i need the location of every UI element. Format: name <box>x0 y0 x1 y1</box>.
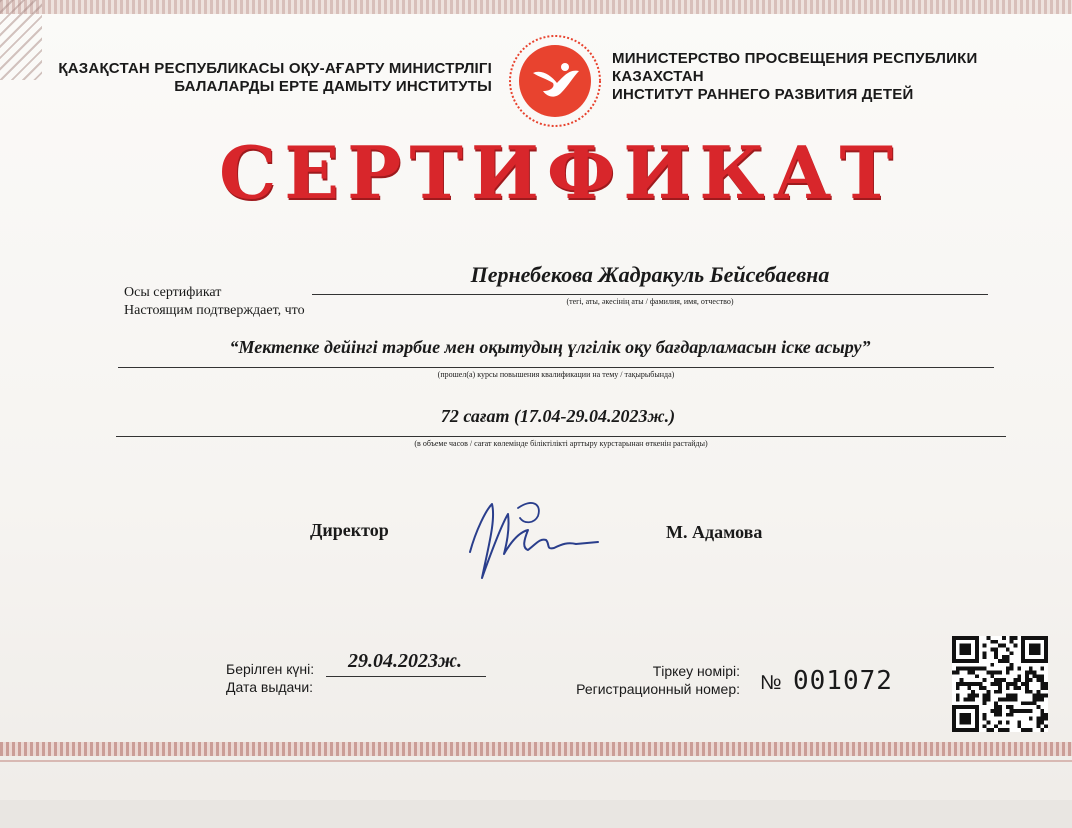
recipient-name: Пернебекова Жадракуль Бейсебаевна <box>470 262 830 287</box>
issue-date-value: 29.04.2023ж. <box>347 650 463 672</box>
org-kz-line-2: БАЛАЛАРДЫ ЕРТЕ ДАМЫТУ ИНСТИТУТЫ <box>174 78 492 95</box>
registration-label-ru: Регистрационный номер: <box>576 681 740 697</box>
org-ru-line-1: МИНИСТЕРСТВО ПРОСВЕЩЕНИЯ РЕСПУБЛИКИ КАЗАХСТАН <box>612 50 978 85</box>
issue-date-underline <box>326 676 486 677</box>
handwritten-signature-icon <box>458 490 608 590</box>
recipient-hint: (тегі, аты, әкесінің аты / фамилия, имя, отчество) <box>566 297 734 306</box>
issue-date-label-ru: Дата выдачи: <box>226 679 314 695</box>
corner-ornament <box>0 0 42 80</box>
recipient-underline <box>312 294 988 295</box>
issue-date-label <box>226 660 314 696</box>
registration-label <box>540 662 740 698</box>
number-sign: № <box>760 672 782 694</box>
qr-code-icon <box>952 636 1048 732</box>
organization-name-ru <box>612 50 1072 104</box>
institute-emblem-icon <box>507 33 603 129</box>
hours-underline <box>116 436 1006 437</box>
top-ornament-border <box>0 0 1072 14</box>
confirm-label-ru: Настоящим подтверждает, что <box>124 303 305 318</box>
director-name: М. Адамова <box>666 522 763 542</box>
course-title: “Мектепке дейінгі тәрбие мен оқытудың үлгілік оқу бағдарламасын іске асыру” <box>229 337 871 357</box>
course-hours: 72 сағат (17.04-29.04.2023ж.) <box>440 406 676 426</box>
registration-label-kz: Тіркеу номірі: <box>652 663 740 679</box>
confirm-label-kz: Осы сертификат <box>124 285 222 300</box>
org-kz-line-1: ҚАЗАҚСТАН РЕСПУБЛИКАСЫ ОҚУ-АҒАРТУ МИНИСТРЛІГІ <box>58 60 492 77</box>
director-label: Директор <box>310 520 389 540</box>
bottom-ornament-border <box>0 742 1072 756</box>
issue-date-label-kz: Берілген күні: <box>226 661 315 677</box>
confirm-label <box>124 284 305 320</box>
hours-hint: (в объеме часов / сағат көлемінде біліктілікті арттыру курстарынан өткенін растайды) <box>414 439 708 448</box>
org-ru-line-2: ИНСТИТУТ РАННЕГО РАЗВИТИЯ ДЕТЕЙ <box>612 86 914 103</box>
background-surface <box>0 800 1072 828</box>
registration-number: 001072 <box>793 666 893 696</box>
course-hint: (прошел(а) курсы повышения квалификации на тему / тақырыбында) <box>437 370 675 379</box>
course-underline <box>118 367 994 368</box>
bottom-border-line <box>0 760 1072 762</box>
certificate-title: СЕРТИФИКАТ <box>219 130 901 215</box>
organization-name-kz <box>52 60 492 96</box>
